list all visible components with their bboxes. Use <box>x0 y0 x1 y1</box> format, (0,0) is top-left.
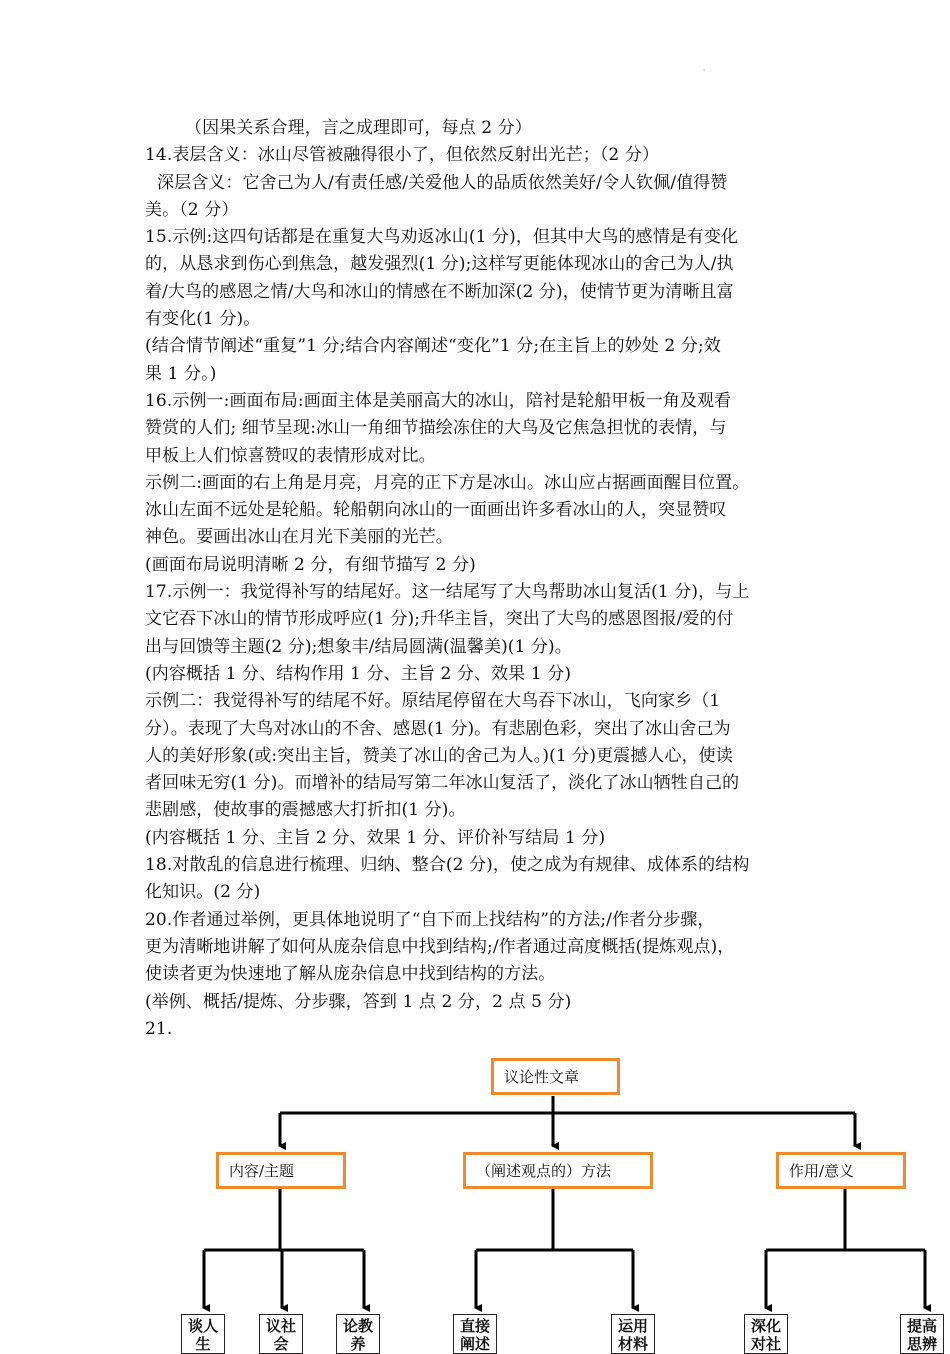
header-mark: ' <box>703 68 706 77</box>
text-line: 者回味无穷(1 分)。而增补的结局写第二年冰山复活了，淡化了冰山牺牲自己的 <box>145 773 740 794</box>
text-line: (内容概括 1 分、主旨 2 分、效果 1 分、评价补写结局 1 分) <box>145 827 606 848</box>
text-line: (结合情节阐述“重复”1 分;结合内容阐述“变化”1 分;在主旨上的妙处 2 分;效 <box>145 336 721 357</box>
text-line: 15.示例:这四句话都是在重复大鸟劝返冰山(1 分)，但其中大鸟的感情是有变化 <box>145 227 739 248</box>
root-box: 议论性文章 <box>491 1058 620 1095</box>
text-line: 悲剧感，使故事的震撼感大打折扣(1 分)。 <box>145 800 466 821</box>
branch-box: 内容/主题 <box>216 1152 346 1189</box>
leaf-box: 议社会 <box>259 1314 303 1354</box>
text-line: 使读者更为快速地了解从庞杂信息中找到结构的方法。 <box>145 964 556 985</box>
branch-box: 作用/意义 <box>776 1152 906 1189</box>
structure-diagram <box>0 1040 950 1353</box>
text-line: 示例二：我觉得补写的结尾不好。原结尾停留在大鸟吞下冰山，飞向家乡（1 <box>145 691 721 712</box>
text-line: 冰山左面不远处是轮船。轮船朝向冰山的一面画出许多看冰山的人，突显赞叹 <box>145 500 727 521</box>
text-line: (内容概括 1 分、结构作用 1 分、主旨 2 分、效果 1 分) <box>145 663 572 684</box>
connector-lines <box>0 1040 950 1344</box>
text-line: 甲板上人们惊喜赞叹的表情形成对比。 <box>145 445 436 466</box>
text-line: 18.对散乱的信息进行梳理、归纳、整合(2 分)，使之成为有规律、成体系的结构 <box>145 855 750 876</box>
text-line: 化知识。(2 分) <box>145 882 261 903</box>
text-line: (举例、概括/提炼、分步骤，答到 1 点 2 分，2 点 5 分) <box>145 991 572 1012</box>
text-line: 出与回馈等主题(2 分);想象丰/结局圆满(温馨美)(1 分)。 <box>145 636 572 657</box>
text-line: 有变化(1 分)。 <box>145 309 261 330</box>
text-line: 美。（2 分） <box>145 199 239 220</box>
text-line: 的，从恳求到伤心到焦急，越发强烈(1 分);这样写更能体现冰山的舍己为人/执 <box>145 254 734 275</box>
text-line: 示例二:画面的右上角是月亮，月亮的正下方是冰山。冰山应占据画面醒目位置。 <box>145 472 750 493</box>
text-line: 更为清晰地讲解了如何从庞杂信息中找到结构;/作者通过高度概括(提炼观点)， <box>145 936 735 957</box>
text-line: 着/大鸟的感恩之情/大鸟和冰山的情感在不断加深(2 分)，使情节更为清晰且富 <box>145 281 734 302</box>
text-line: (画面布局说明清晰 2 分，有细节描写 2 分) <box>145 554 476 575</box>
text-line: 深层含义：它舍己为人/有责任感/关爱他人的品质依然美好/令人钦佩/值得赞 <box>157 172 728 193</box>
text-line: 21. <box>145 1018 173 1039</box>
leaf-box: 深化对社 <box>744 1314 788 1354</box>
text-line: 20.作者通过举例，更具体地说明了“自下而上找结构”的方法;/作者分步骤， <box>145 909 715 930</box>
text-line: 果 1 分。) <box>145 363 217 384</box>
leaf-box: 提高思辨 <box>900 1314 944 1354</box>
text-line: 14.表层含义：冰山尽管被融得很小了，但依然反射出光芒；（2 分） <box>145 145 660 166</box>
branch-box: （阐述观点的）方法 <box>463 1152 653 1189</box>
text-line: 16.示例一:画面布局:画面主体是美丽高大的冰山，陪衬是轮船甲板一角及观看 <box>145 390 732 411</box>
answer-text <box>145 115 815 1043</box>
text-line: 分）。表现了大鸟对冰山的不舍、感恩(1 分)。有悲剧色彩，突出了冰山舍己为 <box>145 718 731 739</box>
text-line: （因果关系合理，言之成理即可，每点 2 分） <box>185 118 532 138</box>
leaf-box: 论教养 <box>336 1314 380 1354</box>
leaf-box: 谈人生 <box>181 1314 225 1354</box>
leaf-box: 直接阐述 <box>453 1314 497 1354</box>
text-line: 文它吞下冰山的情节形成呼应(1 分);升华主旨，突出了大鸟的感恩图报/爱的付 <box>145 609 734 630</box>
text-line: 赞赏的人们; 细节呈现:冰山一角细节描绘冻住的大鸟及它焦急担忧的表情，与 <box>145 418 727 439</box>
text-line: 神色。要画出冰山在月光下美丽的光芒。 <box>145 527 453 548</box>
leaf-box: 运用材料 <box>611 1314 655 1354</box>
text-line: 17.示例一：我觉得补写的结尾好。这一结尾写了大鸟帮助冰山复活(1 分)，与上 <box>145 582 750 603</box>
text-line: 人的美好形象(或:突出主旨，赞美了冰山的舍己为人。)(1 分)更震撼人心，使读 <box>145 745 733 766</box>
